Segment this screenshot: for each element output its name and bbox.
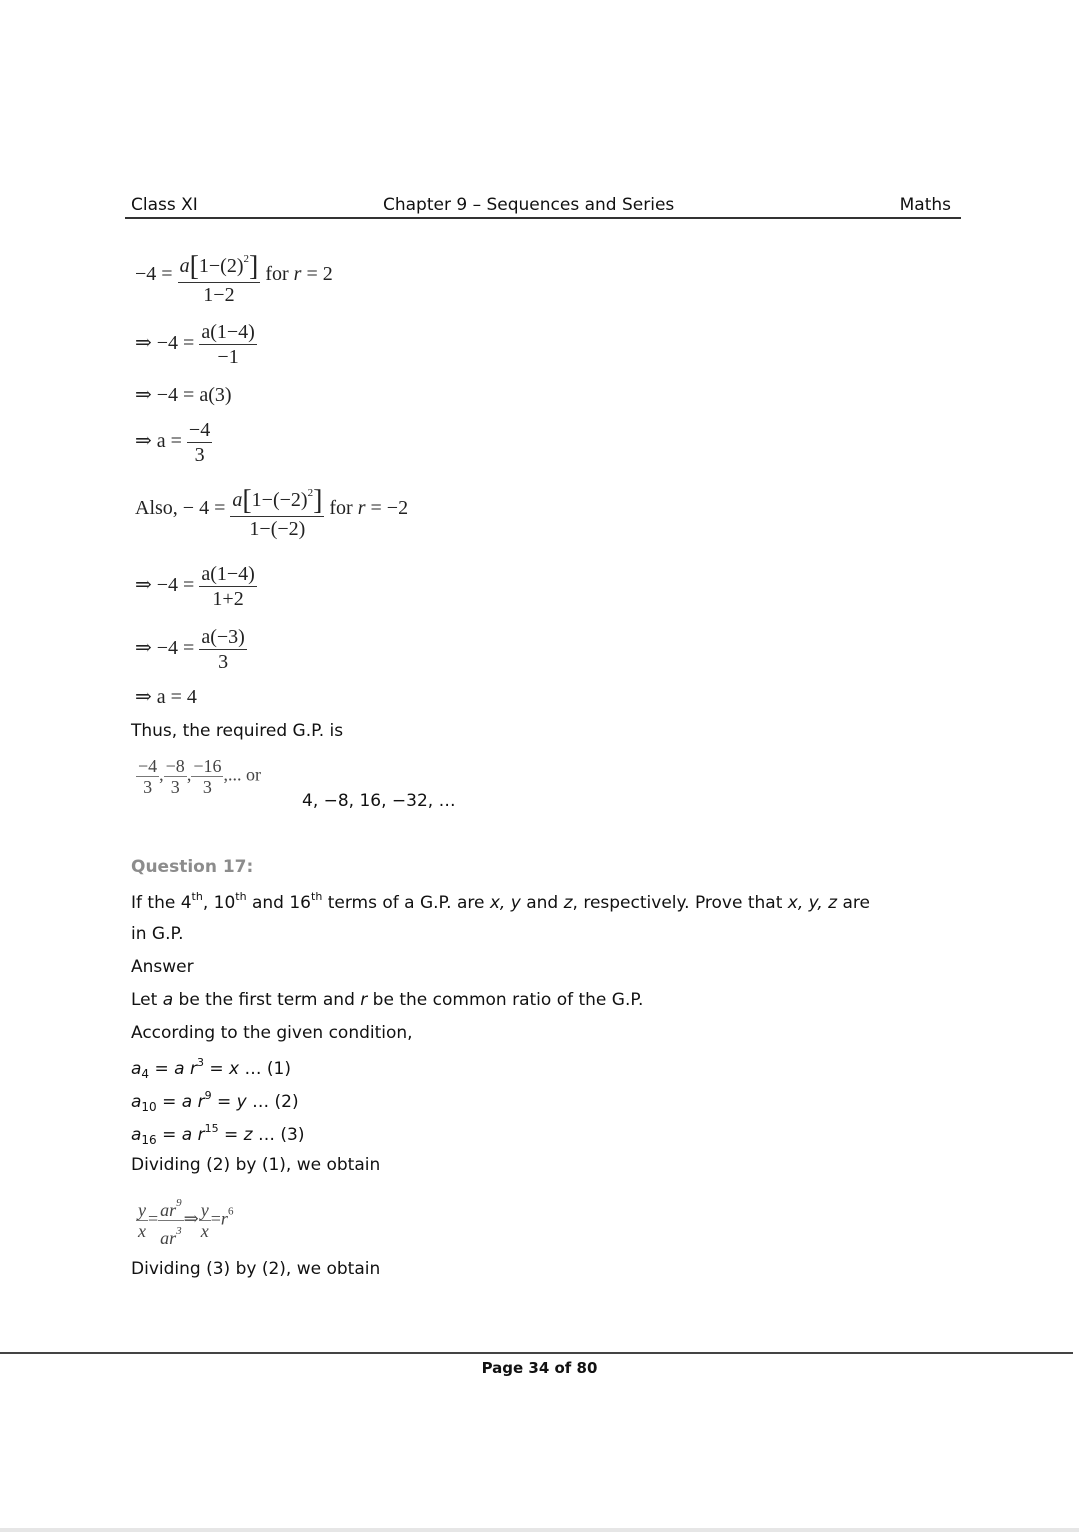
ordinal-suffix: th	[191, 890, 203, 903]
eq-lhs: ⇒ −4 =	[135, 637, 195, 660]
denominator: x	[200, 1221, 209, 1241]
exponent: 3	[176, 1225, 182, 1237]
numerator: a(−3)	[201, 626, 245, 648]
var: z	[243, 1125, 253, 1145]
text: =	[149, 1059, 175, 1079]
equation-a-value	[135, 418, 212, 467]
fraction	[164, 756, 187, 797]
equation-number: … (3)	[252, 1125, 305, 1145]
fraction	[199, 625, 246, 674]
var: y	[236, 1092, 247, 1112]
text: be the common ratio of the G.P.	[367, 990, 644, 1010]
comma: ,	[159, 764, 164, 785]
r-value: = 2	[301, 263, 333, 286]
equation-step	[135, 625, 247, 674]
numerator: y	[138, 1200, 146, 1220]
fraction	[199, 1200, 211, 1241]
r-value: = −2	[365, 497, 409, 520]
subscript: 10	[141, 1100, 157, 1114]
fraction	[199, 320, 256, 369]
equation-number: … (1)	[239, 1059, 291, 1079]
eq-lhs: Also, − 4 =	[135, 497, 226, 520]
implies: ⇒	[183, 1208, 199, 1229]
text: are	[837, 893, 871, 913]
text: =	[156, 1092, 182, 1112]
question-text-line2: in G.P.	[131, 924, 184, 944]
equation-step	[135, 562, 257, 611]
denominator: 3	[170, 777, 180, 797]
denominator: 1−2	[203, 284, 235, 306]
denominator: 3	[143, 777, 153, 797]
fraction	[136, 1200, 148, 1241]
divide-step-2: Dividing (3) by (2), we obtain	[131, 1259, 381, 1279]
term-equation-3	[131, 1122, 304, 1147]
header-chapter: Chapter 9 – Sequences and Series	[383, 195, 675, 215]
numerator: ar	[160, 1200, 177, 1220]
question-title: Question 17:	[131, 857, 254, 877]
eq-lhs: ⇒ −4 =	[135, 574, 195, 597]
fraction	[187, 418, 212, 467]
var-a: a	[179, 255, 190, 277]
comma: ,	[186, 764, 192, 785]
var-y: y	[510, 893, 521, 913]
fraction	[136, 756, 159, 797]
var-r: r	[293, 263, 302, 286]
var-a: a	[131, 1125, 142, 1145]
ratio-equation	[136, 1193, 233, 1248]
var-r: r	[220, 1208, 228, 1229]
equation-r-neg2-sum	[135, 478, 408, 541]
answer-label: Answer	[131, 957, 194, 977]
for-label: for	[265, 263, 289, 286]
condition-text: According to the given condition,	[131, 1023, 413, 1043]
denominator: ar	[160, 1228, 177, 1248]
text: , respectively. Prove that	[572, 893, 788, 913]
var-x: x,	[489, 893, 506, 913]
var-r: r	[357, 497, 366, 520]
vars-xyz: x, y, z	[787, 893, 838, 913]
eq-lhs: ⇒ a =	[135, 430, 182, 453]
denominator: 1−(−2)	[249, 518, 306, 540]
conclusion-text: Thus, the required G.P. is	[131, 721, 344, 741]
footer-divider	[0, 1352, 1073, 1354]
header-subject: Maths	[899, 195, 951, 215]
equation-r2-sum	[135, 244, 333, 307]
gp-integer-series: 4, −8, 16, −32, …	[302, 791, 456, 811]
var-ar: a r	[181, 1092, 205, 1112]
var-z: z	[563, 893, 573, 913]
equals: =	[210, 1208, 221, 1229]
header-class: Class XI	[131, 195, 198, 215]
numerator: a(1−4)	[201, 321, 255, 343]
denominator: 3	[218, 651, 229, 673]
var-ar: a r	[174, 1059, 197, 1079]
question-text	[131, 890, 870, 913]
numerator: −16	[193, 756, 222, 776]
var-r: r	[360, 990, 368, 1010]
numerator: −4	[138, 756, 158, 776]
let-statement	[131, 990, 643, 1010]
bottom-edge	[0, 1528, 1079, 1532]
text: =	[156, 1125, 182, 1145]
fraction	[199, 562, 256, 611]
fraction: $\frac{a[1-(2)^2]}{1-2}$	[178, 244, 261, 307]
page-header	[125, 193, 961, 219]
denominator: 3	[202, 777, 212, 797]
denominator: −1	[217, 346, 239, 368]
equation-a-value: ⇒ a = 4	[135, 686, 197, 708]
exponent: 2	[307, 487, 314, 499]
exponent: 2	[243, 253, 249, 265]
numerator: −8	[165, 756, 185, 776]
text: and 16	[246, 893, 312, 913]
text: If the 4	[131, 893, 192, 913]
subscript: 16	[141, 1133, 157, 1147]
ordinal-suffix: th	[235, 890, 247, 903]
numerator: −4	[188, 419, 211, 441]
var-a: a	[131, 1092, 142, 1112]
exponent: 9	[176, 1197, 182, 1209]
or-text: ,... or	[223, 764, 261, 785]
text: be the first term and	[173, 990, 361, 1010]
var-ar: a r	[181, 1125, 205, 1145]
denominator: 3	[194, 444, 205, 466]
ordinal-suffix: th	[311, 890, 323, 903]
var-a: a	[162, 990, 174, 1010]
num-inner: 1−(2)	[198, 255, 244, 277]
exponent: 3	[196, 1056, 204, 1069]
for-label: for	[329, 497, 353, 520]
term-equation-2	[131, 1089, 299, 1114]
text: =	[211, 1092, 237, 1112]
equation-step: ⇒ −4 = a(3)	[135, 384, 232, 406]
denominator: 1+2	[212, 588, 244, 610]
text: =	[218, 1125, 244, 1145]
fraction	[191, 756, 223, 797]
fraction: $\frac{a[1-(-2)^2]}{1-(-2)}$	[230, 478, 324, 541]
divide-step-1: Dividing (2) by (1), we obtain	[131, 1155, 381, 1175]
var: x	[229, 1059, 240, 1079]
var-a: a	[232, 489, 243, 511]
equation-step	[135, 320, 257, 369]
denominator: x	[138, 1221, 146, 1241]
gp-fraction-series	[136, 756, 261, 797]
text: =	[203, 1059, 229, 1079]
term-equation-1	[131, 1056, 291, 1081]
equation-number: … (2)	[246, 1092, 299, 1112]
exponent: 9	[204, 1089, 212, 1102]
eq-lhs: ⇒ −4 =	[135, 332, 195, 355]
text: , 10	[202, 893, 236, 913]
numerator: a(1−4)	[201, 563, 255, 585]
num-inner: 1−(−2)	[251, 489, 308, 511]
exponent: 6	[227, 1205, 234, 1218]
equals: =	[148, 1208, 159, 1229]
text: Let	[131, 990, 163, 1010]
var-a: a	[131, 1059, 142, 1079]
exponent: 15	[204, 1122, 219, 1135]
text: terms of a G.P. are	[322, 893, 490, 913]
page-number: Page 34 of 80	[481, 1359, 598, 1377]
numerator: y	[200, 1200, 209, 1220]
eq-lhs: −4 =	[135, 263, 173, 286]
fraction	[158, 1193, 184, 1248]
subscript: 4	[141, 1067, 150, 1081]
text: and	[520, 893, 564, 913]
